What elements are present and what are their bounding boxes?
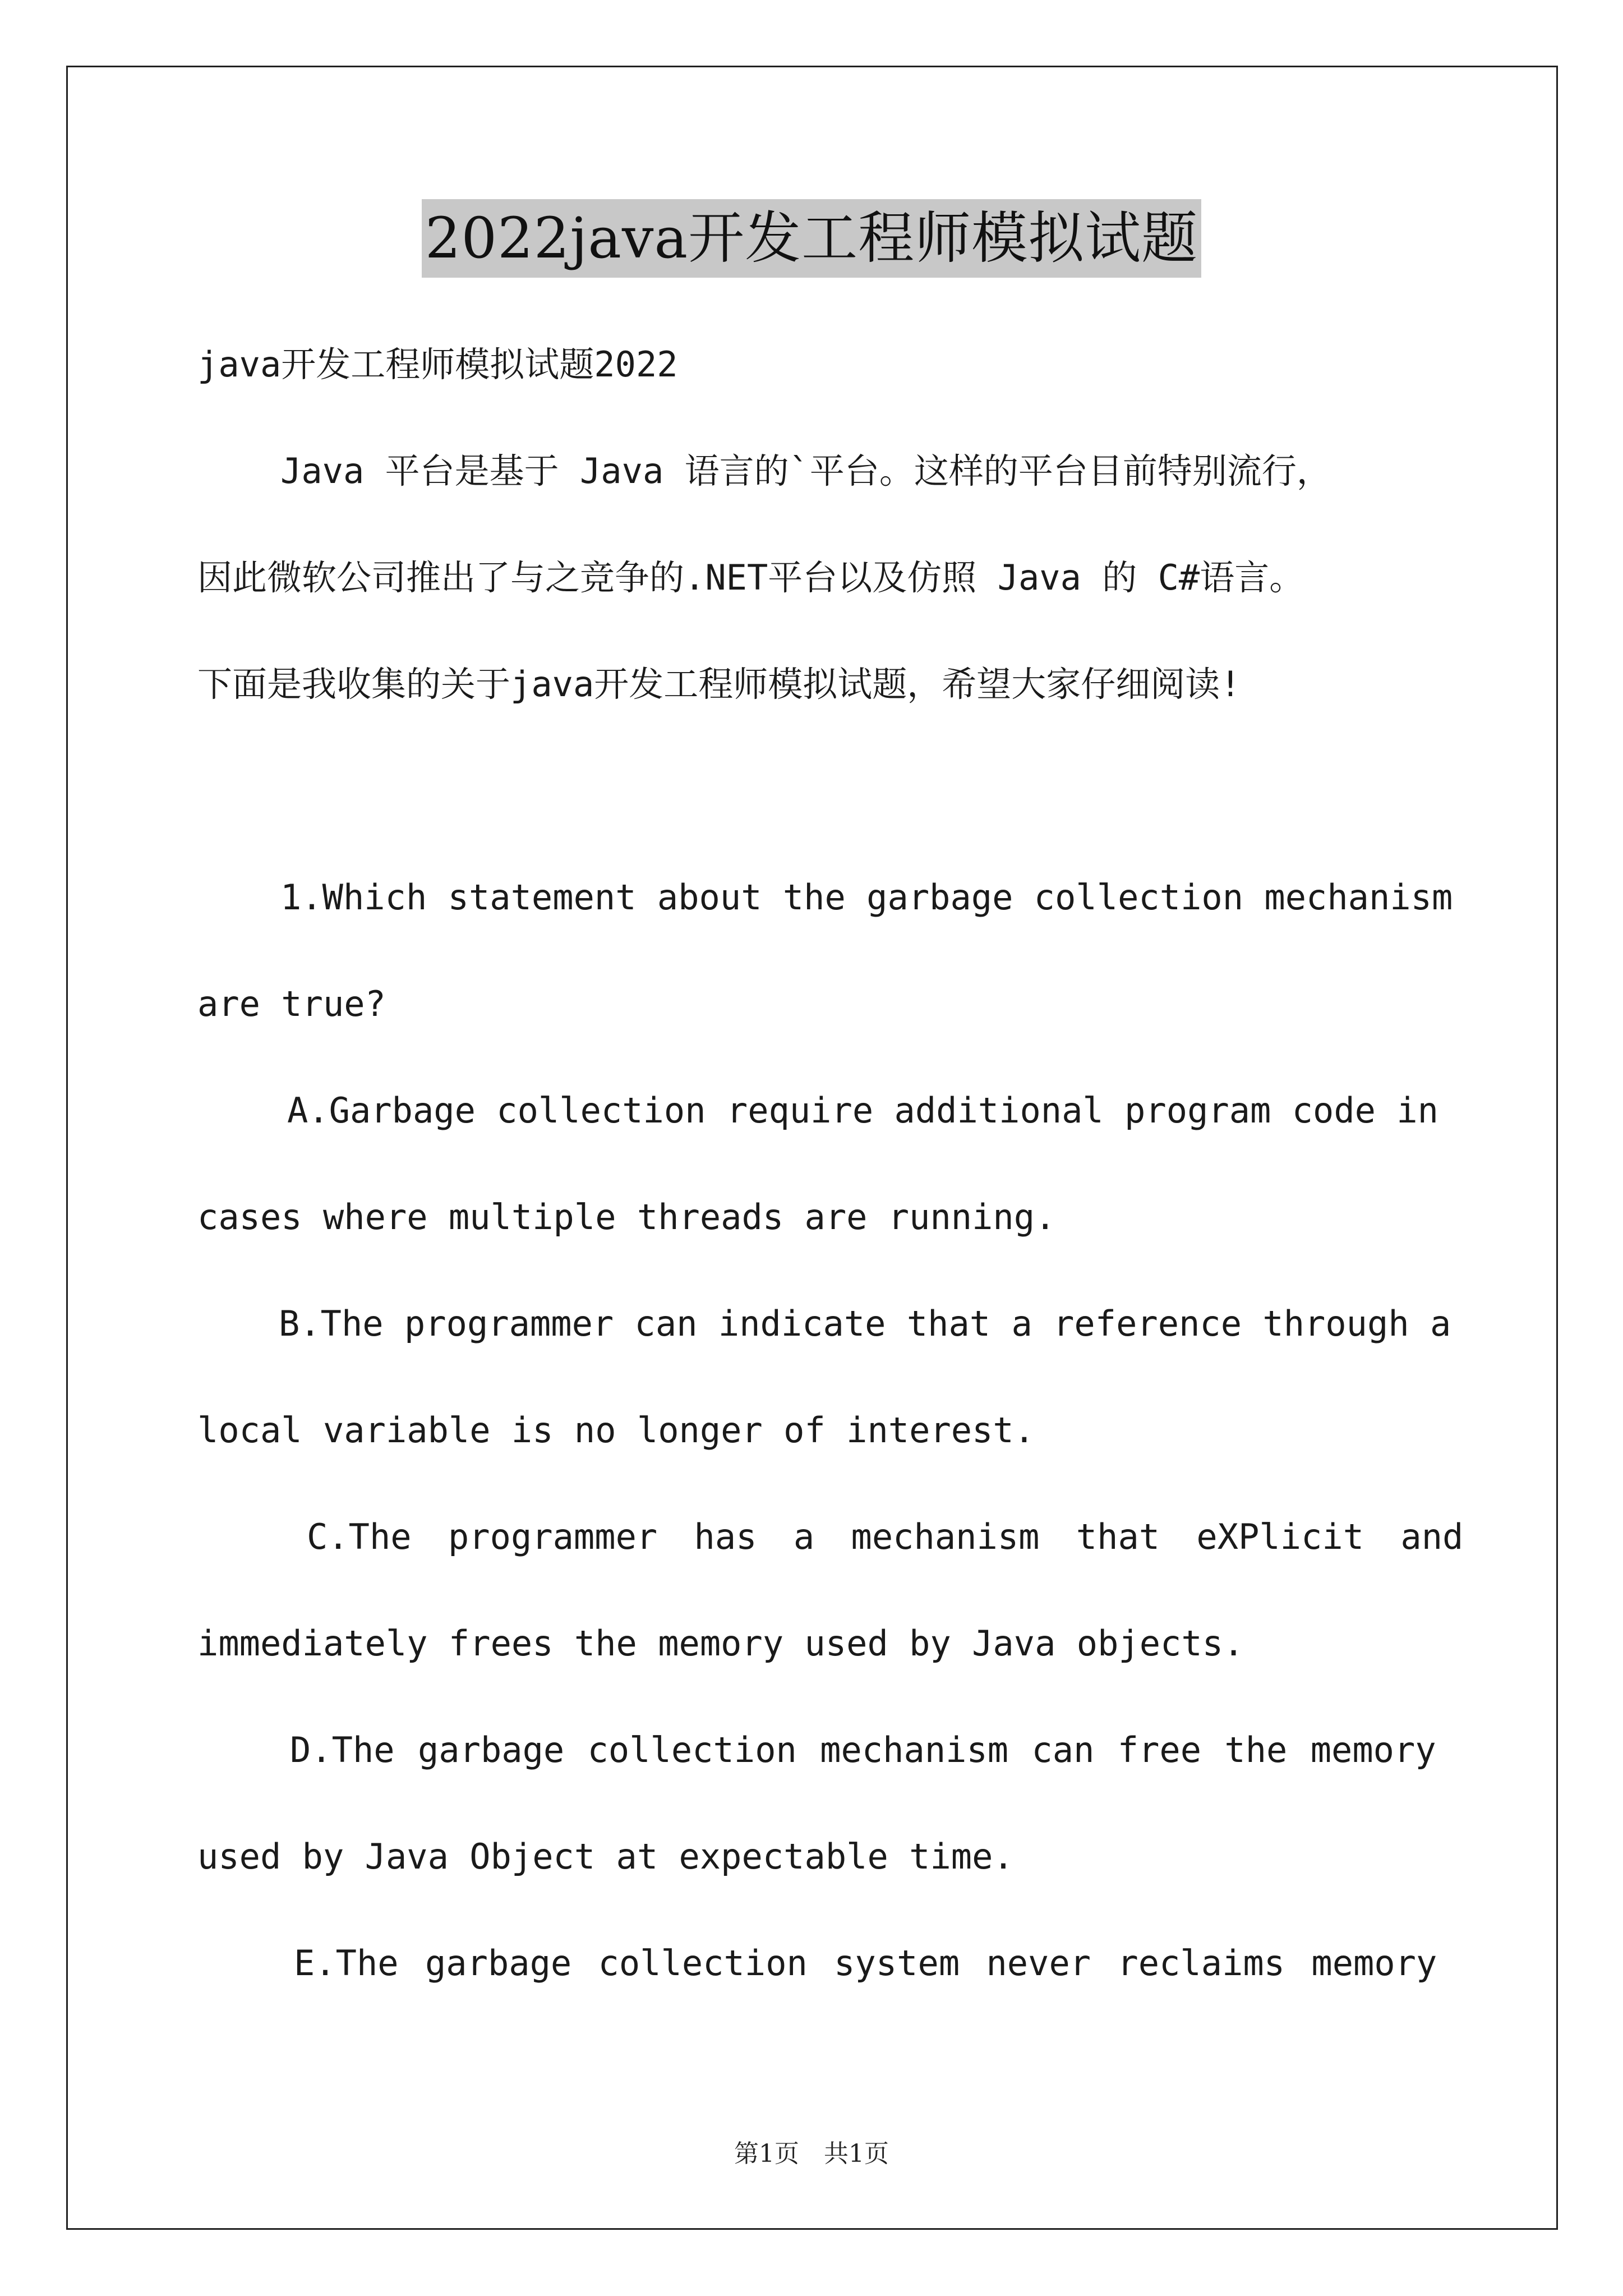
intro-line-2: 因此微软公司推出了与之竞争的.NET平台以及仿照 Java 的 C#语言。	[197, 557, 1304, 598]
page-footer: 第1页 共1页	[734, 2139, 889, 2168]
document-title: 2022java开发工程师模拟试题	[422, 199, 1201, 278]
option-d-line-2: used by Java Object at expectable time.	[197, 1836, 1014, 1877]
question-stem-line-2: are true?	[197, 983, 386, 1024]
option-b-line-2: local variable is no longer of interest.	[197, 1410, 1035, 1451]
document-subtitle: java开发工程师模拟试题2022	[197, 344, 678, 385]
option-c-line-2: immediately frees the memory used by Java objects.	[197, 1623, 1244, 1664]
title-container	[0, 199, 1623, 278]
intro-line-3: 下面是我收集的关于java开发工程师模拟试题，希望大家仔细阅读!	[197, 664, 1241, 705]
document-body	[197, 311, 1464, 2017]
option-d-line-1: D.The garbage collection mechanism can free the memory	[290, 1729, 1436, 1770]
blank-line	[197, 738, 1431, 844]
option-a-line-2: cases where multiple threads are running.	[197, 1197, 1056, 1237]
option-c-line-1: C.The programmer has a mechanism that eXPlicit and	[307, 1516, 1464, 1557]
option-e-line-1: E.The garbage collection system never reclaims memory	[294, 1943, 1437, 1984]
question-stem-line-1: 1.Which statement about the garbage collection mechanism	[280, 877, 1453, 918]
option-b-line-1: B.The programmer can indicate that a reference through a	[279, 1303, 1451, 1344]
option-a-line-1: A.Garbage collection require additional program code in	[287, 1090, 1438, 1131]
intro-line-1: Java 平台是基于 Java 语言的`平台。这样的平台目前特别流行，	[280, 450, 1331, 491]
